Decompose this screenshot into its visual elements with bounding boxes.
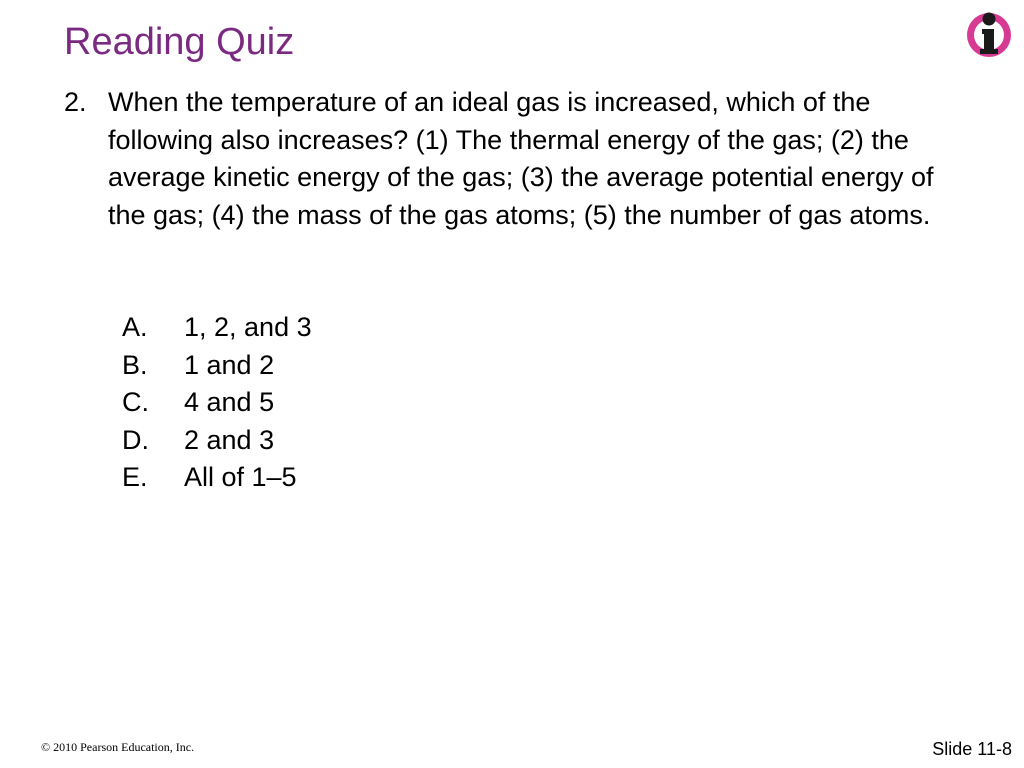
question-text: When the temperature of an ideal gas is increased, which of the following also increases? (1) The thermal energy of the gas; (2) the average kinetic energy of the gas; (3) the average potential energy of the gas; (4) the mass of the gas atoms; (5) the number of gas atoms. bbox=[108, 87, 934, 230]
slide-title: Reading Quiz bbox=[64, 21, 295, 63]
choice-letter: C. bbox=[122, 387, 149, 418]
copyright-notice: © 2010 Pearson Education, Inc. bbox=[41, 740, 195, 754]
choice-e bbox=[122, 459, 312, 497]
choice-text: All of 1–5 bbox=[184, 462, 297, 493]
choice-letter: E. bbox=[122, 462, 148, 493]
slide-number: Slide 11-8 bbox=[932, 739, 1012, 759]
info-i-icon bbox=[963, 9, 1015, 61]
choice-letter: A. bbox=[122, 312, 148, 342]
choice-b bbox=[122, 347, 312, 385]
choice-d bbox=[122, 422, 312, 460]
choice-letter: D. bbox=[122, 424, 149, 455]
question-block bbox=[64, 84, 964, 234]
choice-text: 1, 2, and 3 bbox=[184, 312, 312, 342]
logo-dot bbox=[983, 13, 996, 26]
choice-c bbox=[122, 384, 312, 422]
answer-choices bbox=[122, 309, 312, 497]
choice-text: 4 and 5 bbox=[184, 387, 275, 418]
choice-letter: B. bbox=[122, 349, 148, 380]
choice-text: 2 and 3 bbox=[184, 424, 275, 455]
choice-text: 1 and 2 bbox=[184, 349, 275, 380]
choice-a bbox=[122, 309, 312, 347]
question-number: 2. bbox=[64, 87, 87, 117]
